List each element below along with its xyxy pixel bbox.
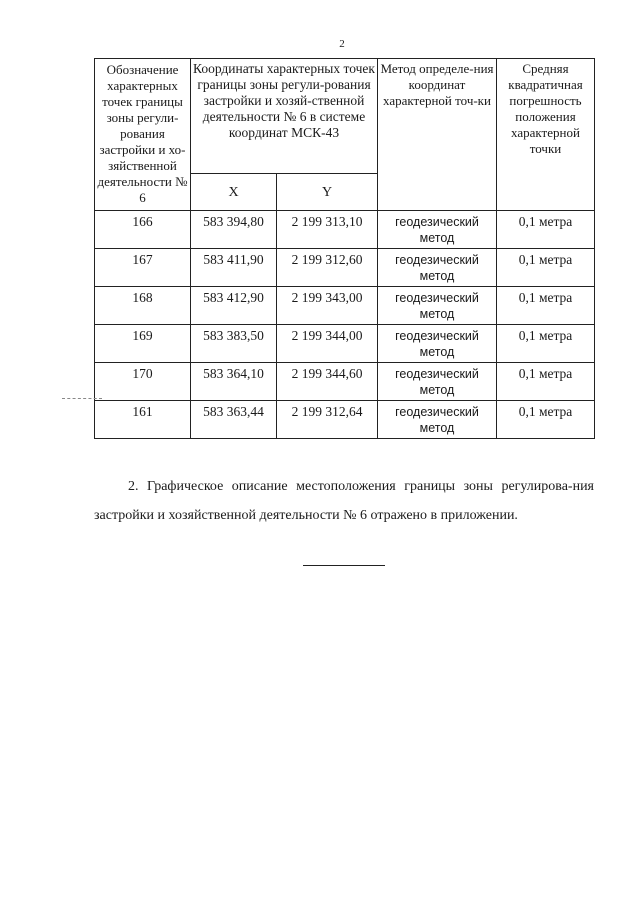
cell-x: 583 364,10 xyxy=(191,363,277,401)
cell-y: 2 199 313,10 xyxy=(277,211,378,249)
cell-error: 0,1 метра xyxy=(497,401,595,439)
cell-method: геодезический метод xyxy=(378,249,497,287)
cell-point: 170 xyxy=(95,363,191,401)
cell-method: геодезический метод xyxy=(378,401,497,439)
cell-x: 583 394,80 xyxy=(191,211,277,249)
header-x: X xyxy=(191,174,277,211)
cell-y: 2 199 344,00 xyxy=(277,325,378,363)
closing-rule xyxy=(303,565,385,566)
cell-point: 166 xyxy=(95,211,191,249)
cell-error: 0,1 метра xyxy=(497,287,595,325)
cell-y: 2 199 312,60 xyxy=(277,249,378,287)
cell-method: геодезический метод xyxy=(378,325,497,363)
cell-y: 2 199 312,64 xyxy=(277,401,378,439)
table-row xyxy=(95,401,595,439)
cell-error: 0,1 метра xyxy=(497,363,595,401)
table-header-row xyxy=(95,59,595,174)
header-error: Средняя квадратичная погрешность положения характерной точки xyxy=(497,59,595,211)
cell-error: 0,1 метра xyxy=(497,249,595,287)
cell-method: геодезический метод xyxy=(378,287,497,325)
table-row xyxy=(95,363,595,401)
cell-error: 0,1 метра xyxy=(497,211,595,249)
cell-error: 0,1 метра xyxy=(497,325,595,363)
cell-point: 168 xyxy=(95,287,191,325)
table-row xyxy=(95,287,595,325)
body-paragraph: 2. Графическое описание местоположения границы зоны регулирова-ния застройки и хозяйственной деятельности № 6 отражено в приложении. xyxy=(94,479,594,523)
table-row xyxy=(95,325,595,363)
header-coordinates: Координаты характерных точек границы зоны регули-рования застройки и хозяй-ственной деятельности № 6 в системе координат МСК-43 xyxy=(191,59,378,174)
coordinates-table xyxy=(94,58,595,439)
cell-y: 2 199 343,00 xyxy=(277,287,378,325)
cell-x: 583 383,50 xyxy=(191,325,277,363)
table-row xyxy=(95,211,595,249)
table-row xyxy=(95,249,595,287)
cell-point: 169 xyxy=(95,325,191,363)
header-y: Y xyxy=(277,174,378,211)
cell-point: 161 xyxy=(95,401,191,439)
cell-x: 583 363,44 xyxy=(191,401,277,439)
cell-x: 583 412,90 xyxy=(191,287,277,325)
cell-y: 2 199 344,60 xyxy=(277,363,378,401)
header-point-designation: Обозначение характерных точек границы зоны регули-рования застройки и хо-зяйственной деятельности № 6 xyxy=(95,59,191,211)
cell-x: 583 411,90 xyxy=(191,249,277,287)
header-method: Метод определе-ния координат характерной точ-ки xyxy=(378,59,497,211)
scan-dash-mark xyxy=(62,398,102,399)
page-number: 2 xyxy=(339,38,345,50)
cell-method: геодезический метод xyxy=(378,363,497,401)
cell-method: геодезический метод xyxy=(378,211,497,249)
cell-point: 167 xyxy=(95,249,191,287)
